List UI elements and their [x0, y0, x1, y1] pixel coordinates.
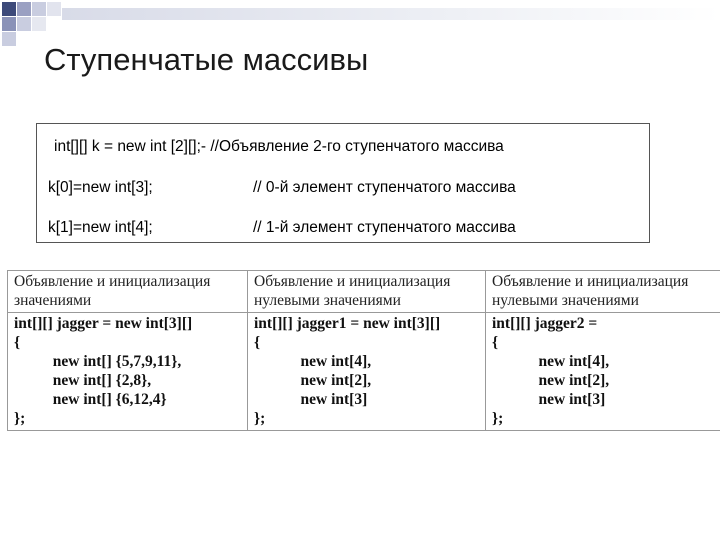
- table-header-row: [8, 271, 720, 313]
- code-cell-jagger2: int[][] jagger2 = { new int[4], new int[2], new int[3] };: [486, 313, 720, 431]
- code-cell-jagger: int[][] jagger = new int[3][] { new int[] {5,7,9,11}, new int[] {2,8}, new int[] {6,12,4} };: [8, 313, 248, 431]
- decor-square-4: [17, 17, 31, 31]
- slide-title: Ступенчатые массивы: [44, 42, 369, 77]
- decor-square-8: [2, 32, 16, 46]
- jagged-array-table: [7, 270, 720, 431]
- decor-square-7: [47, 2, 61, 16]
- code-comment-k1: // 1-й элемент ступенчатого массива: [253, 219, 516, 236]
- decor-square-3: [32, 2, 46, 16]
- code-example-box: [36, 123, 650, 243]
- decor-square-5: [2, 17, 16, 31]
- decor-bar: [62, 8, 720, 20]
- code-cell-jagger1: int[][] jagger1 = new int[3][] { new int[4], new int[2], new int[3] };: [248, 313, 486, 431]
- decor-square-1: [2, 2, 16, 16]
- header-cell-values: Объявление и инициализация значениями: [8, 271, 248, 313]
- decor-square-2: [17, 2, 31, 16]
- code-line-declaration: int[][] k = new int [2][];- //Объявление 2-го ступенчатого массива: [54, 138, 504, 155]
- code-line-k1: k[1]=new int[4];: [48, 219, 153, 236]
- code-comment-k0: // 0-й элемент ступенчатого массива: [253, 179, 516, 196]
- table-code-row: [8, 313, 720, 431]
- decor-square-6: [32, 17, 46, 31]
- header-cell-zero-values: Объявление и инициализация нулевыми значениями: [248, 271, 486, 313]
- code-line-k0: k[0]=new int[3];: [48, 179, 153, 196]
- header-cell-zero-values-short: Объявление и инициализация нулевыми значениями: [486, 271, 720, 313]
